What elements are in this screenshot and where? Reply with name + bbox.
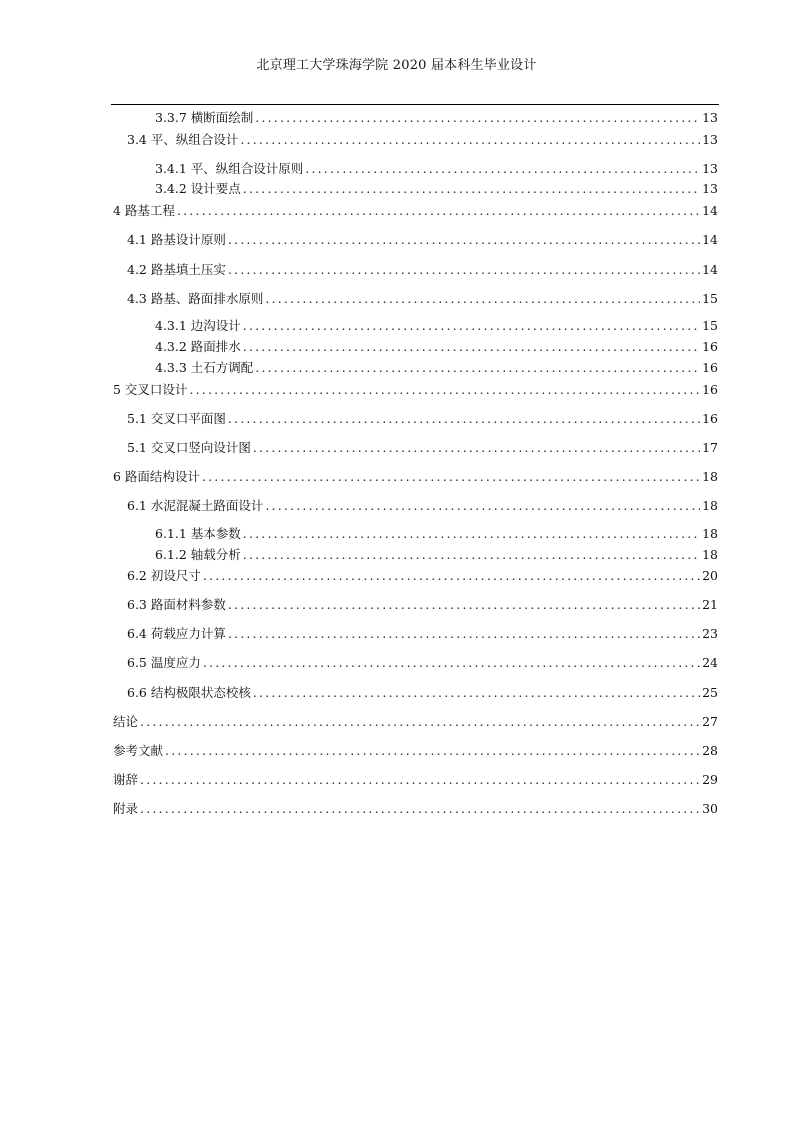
toc-entry-label: 3.3.7 横断面绘制 [155,110,254,125]
toc-entry-label: 6.3 路面材料参数 [127,597,226,612]
toc-entry[interactable] [127,440,718,456]
toc-entry[interactable] [113,801,718,817]
toc-entry[interactable] [155,181,718,197]
toc-dot-leader [253,685,700,701]
toc-dot-leader [228,597,700,613]
toc-entry-page-number: 18 [702,526,718,541]
toc-entry[interactable] [155,339,718,355]
toc-dot-leader [228,262,700,278]
toc-entry-page-number: 21 [702,597,718,612]
toc-entry-page-number: 23 [702,626,718,641]
toc-entry-label: 谢辞 [113,772,139,787]
toc-entry-page-number: 14 [702,262,718,277]
toc-dot-leader [140,801,700,817]
toc-entry-label: 5.1 交叉口竖向设计图 [127,440,251,455]
toc-entry-page-number: 18 [702,498,718,513]
toc-entry[interactable] [113,743,718,759]
toc-dot-leader [203,568,700,584]
toc-dot-leader [255,110,700,126]
toc-dot-leader [165,743,700,759]
toc-entry-label: 6 路面结构设计 [113,469,200,484]
toc-entry-label: 3.4.2 设计要点 [155,181,241,196]
toc-entry[interactable] [127,568,718,584]
toc-entry[interactable] [113,203,718,219]
toc-entry-page-number: 13 [702,181,718,196]
toc-entry-label: 结论 [113,714,139,729]
toc-entry-page-number: 16 [702,339,718,354]
toc-entry[interactable] [127,597,718,613]
toc-dot-leader [265,498,700,514]
toc-entry[interactable] [113,469,718,485]
toc-entry-label: 6.1.2 轴载分析 [155,547,241,562]
toc-dot-leader [240,132,700,148]
toc-dot-leader [305,161,700,177]
toc-dot-leader [177,203,700,219]
toc-entry-page-number: 17 [702,440,718,455]
toc-entry-label: 4.3.1 边沟设计 [155,318,241,333]
toc-entry[interactable] [127,232,718,248]
toc-dot-leader [255,360,700,376]
toc-entry-page-number: 18 [702,469,718,484]
toc-entry-label: 参考文献 [113,743,164,758]
toc-entry-label: 附录 [113,801,139,816]
toc-entry-page-number: 13 [702,110,718,125]
toc-entry-label: 6.1 水泥混凝土路面设计 [127,498,264,513]
toc-entry-page-number: 13 [702,161,718,176]
toc-dot-leader [202,469,700,485]
toc-entry-label: 5 交叉口设计 [113,382,188,397]
toc-dot-leader [140,772,700,788]
toc-entry-page-number: 14 [702,232,718,247]
toc-dot-leader [265,291,700,307]
toc-entry-label: 6.1.1 基本参数 [155,526,241,541]
toc-entry[interactable] [127,685,718,701]
toc-entry-page-number: 29 [702,772,718,787]
toc-entry[interactable] [113,714,718,730]
toc-entry[interactable] [127,291,718,307]
toc-entry-page-number: 14 [702,203,718,218]
header-divider [111,104,719,105]
toc-entry-page-number: 30 [702,801,718,816]
toc-dot-leader [243,526,700,542]
toc-entry-page-number: 18 [702,547,718,562]
toc-dot-leader [203,655,700,671]
toc-entry-page-number: 16 [702,360,718,375]
toc-entry-label: 3.4.1 平、纵组合设计原则 [155,161,304,176]
toc-dot-leader [228,232,700,248]
toc-entry-label: 6.2 初设尺寸 [127,568,201,583]
toc-entry[interactable] [113,382,718,398]
toc-entry-label: 6.6 结构极限状态校核 [127,685,251,700]
toc-dot-leader [243,547,700,563]
toc-entry[interactable] [127,626,718,642]
toc-entry-label: 4.3.2 路面排水 [155,339,241,354]
toc-entry[interactable] [155,161,718,177]
toc-entry-page-number: 20 [702,568,718,583]
toc-entry-page-number: 25 [702,685,718,700]
toc-entry-label: 4.1 路基设计原则 [127,232,226,247]
toc-dot-leader [243,318,700,334]
toc-entry-page-number: 15 [702,318,718,333]
toc-dot-leader [228,411,700,427]
toc-entry[interactable] [155,526,718,542]
toc-entry[interactable] [127,498,718,514]
toc-entry[interactable] [127,132,718,148]
toc-entry-page-number: 24 [702,655,718,670]
toc-entry-label: 4 路基工程 [113,203,175,218]
toc-entry[interactable] [127,411,718,427]
toc-entry-page-number: 27 [702,714,718,729]
toc-entry-label: 3.4 平、纵组合设计 [127,132,239,147]
toc-entry-page-number: 15 [702,291,718,306]
page-header: 北京理工大学珠海学院 2020 届本科生毕业设计 [256,58,537,73]
toc-entry[interactable] [155,318,718,334]
toc-entry[interactable] [127,655,718,671]
toc-entry[interactable] [155,547,718,563]
toc-entry-page-number: 28 [702,743,718,758]
toc-dot-leader [243,339,700,355]
toc-entry-page-number: 16 [702,411,718,426]
toc-entry-label: 5.1 交叉口平面图 [127,411,226,426]
toc-entry[interactable] [155,360,718,376]
toc-dot-leader [189,382,700,398]
toc-entry-label: 4.3 路基、路面排水原则 [127,291,264,306]
toc-dot-leader [243,181,700,197]
toc-entry-label: 6.5 温度应力 [127,655,201,670]
toc-entry-label: 4.2 路基填土压实 [127,262,226,277]
toc-entry[interactable] [127,262,718,278]
toc-entry[interactable] [113,772,718,788]
toc-entry-label: 4.3.3 土石方调配 [155,360,254,375]
toc-entry-page-number: 16 [702,382,718,397]
toc-dot-leader [253,440,700,456]
toc-entry-page-number: 13 [702,132,718,147]
toc-entry[interactable] [155,110,718,126]
toc-dot-leader [140,714,700,730]
toc-dot-leader [228,626,700,642]
toc-entry-label: 6.4 荷载应力计算 [127,626,226,641]
